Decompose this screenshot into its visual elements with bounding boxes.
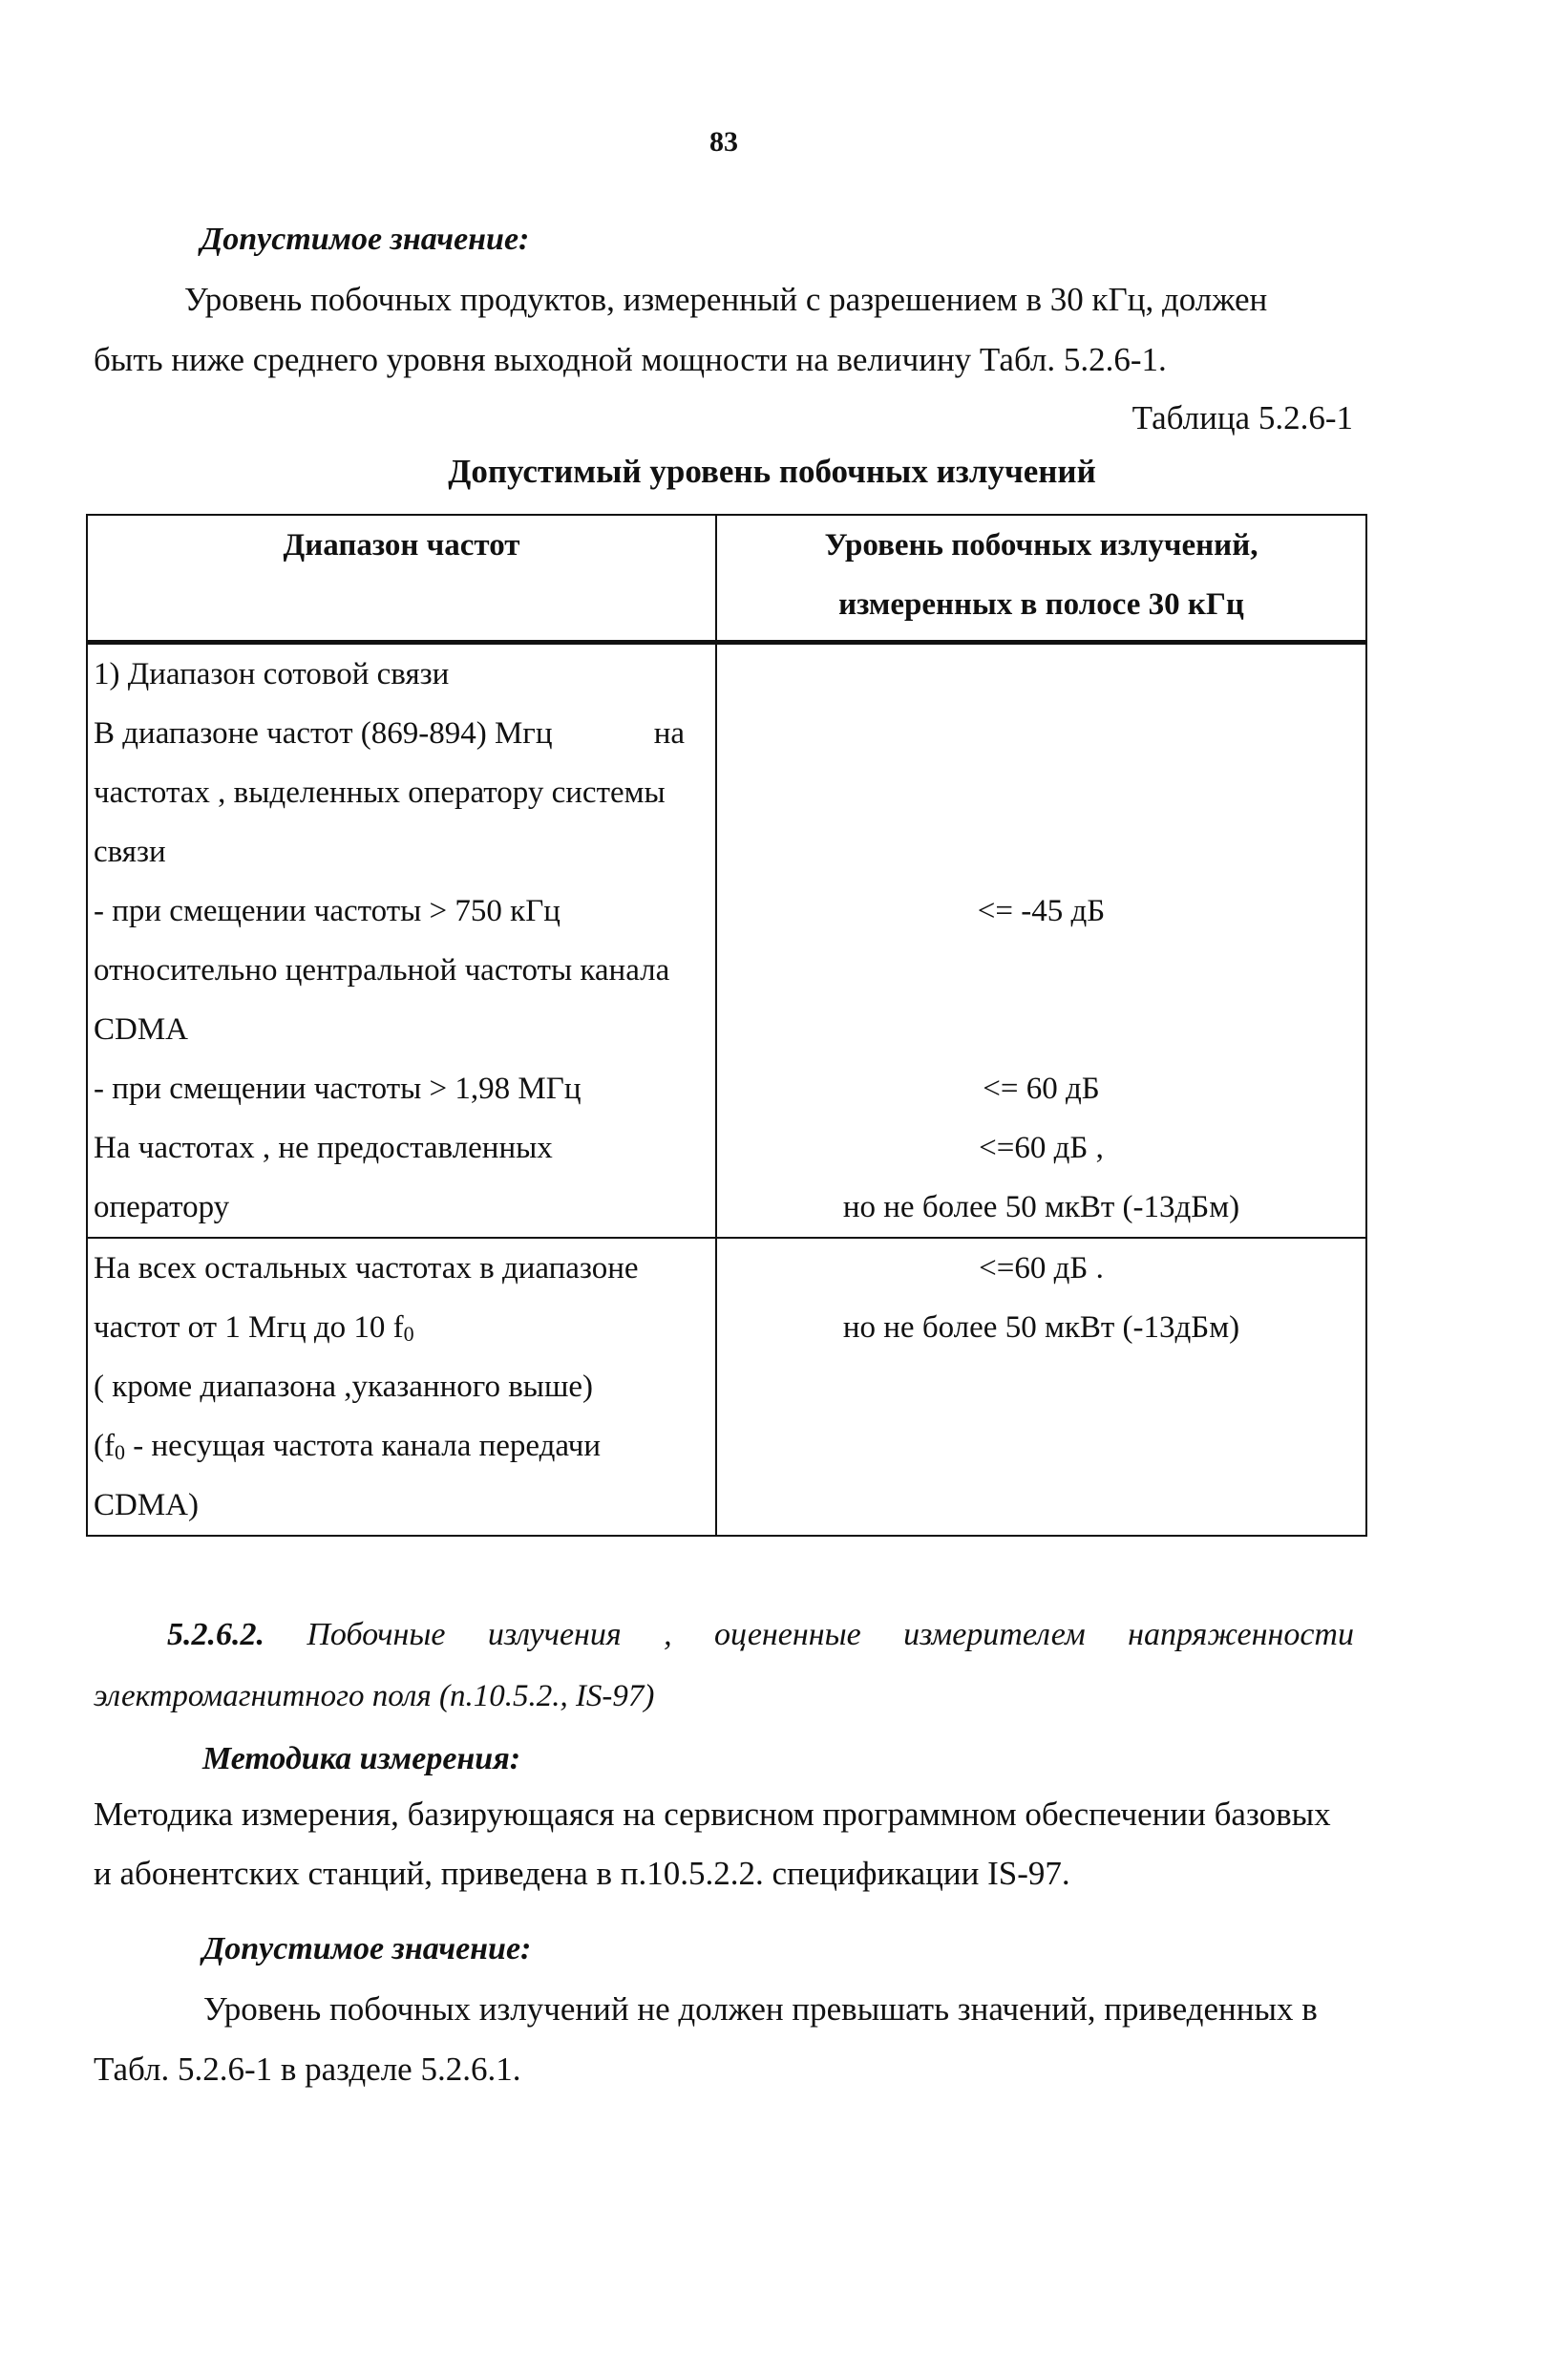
emission-value: <= -45 дБ (977, 894, 1106, 928)
emission-value: <=60 дБ , (979, 1131, 1104, 1165)
heading-word: излучения (487, 1617, 622, 1652)
cell-text-line: CDMA) (94, 1488, 200, 1522)
cell-text-line: 1) Диапазон сотовой связи (94, 657, 450, 691)
acceptable-value-heading: Допустимое значение: (202, 1931, 532, 1966)
section-heading (167, 1617, 1354, 1653)
cell-text-line (94, 1416, 709, 1476)
table-row (87, 1238, 1366, 1536)
emission-value: <=60 дБ . (979, 1251, 1104, 1286)
heading-word: напряженности (1128, 1617, 1354, 1652)
cell-text: В диапазоне частот (869-894) Мгц (94, 716, 553, 751)
emission-value: но не более 50 мкВт (-13дБм) (842, 1310, 1240, 1345)
table-header-row (87, 515, 1366, 643)
cell-text-line (94, 704, 709, 763)
cell-text-line: связи (94, 835, 166, 869)
paragraph-line: быть ниже среднего уровня выходной мощности на величину Табл. 5.2.6-1. (94, 341, 1167, 378)
table-title: Допустимый уровень побочных излучений (448, 453, 1096, 490)
cell-text-line: На всех остальных частотах в диапазоне (94, 1251, 639, 1286)
emission-level-cell (716, 1238, 1366, 1536)
frequency-range-cell (87, 1238, 716, 1536)
heading-word: оцененные (713, 1617, 861, 1652)
cell-text: частот от 1 Мгц до 10 f (94, 1310, 404, 1345)
paragraph-line: Табл. 5.2.6-1 в разделе 5.2.6.1. (94, 2051, 521, 2088)
cell-text: - несущая частота канала передачи (124, 1429, 601, 1463)
cell-text-line (94, 1298, 709, 1357)
paragraph-line: Методика измерения, базирующаяся на сервисном программном обеспечении базовых (94, 1796, 1331, 1833)
subscript: 0 (114, 1440, 125, 1464)
paragraph-line: и абонентских станций, приведена в п.10.5.2.2. спецификации IS-97. (94, 1855, 1070, 1892)
table-reference: Таблица 5.2.6-1 (1132, 399, 1353, 436)
cell-text-line: - при смещении частоты > 1,98 МГц (94, 1072, 582, 1106)
paragraph-line: Уровень побочных излучений не должен превышать значений, приведенных в (203, 1990, 1318, 2028)
frequency-range-cell (87, 643, 716, 1239)
header-text: Уровень побочных излучений, (824, 528, 1258, 563)
section-number: 5.2.6.2. (167, 1617, 264, 1652)
heading-word: , (664, 1617, 672, 1652)
acceptable-value-heading: Допустимое значение: (201, 222, 530, 257)
header-emission-level (716, 515, 1366, 643)
table-row (87, 643, 1366, 1239)
cell-text: (f (94, 1429, 115, 1463)
heading-word: Побочные (307, 1617, 446, 1652)
page-number: 83 (709, 126, 738, 158)
emission-level-cell (716, 643, 1366, 1239)
cell-text-line: На частотах , не предоставленных (94, 1131, 553, 1165)
method-heading: Методика измерения: (202, 1741, 521, 1776)
header-text: Диапазон частот (283, 528, 520, 563)
cell-text-line: частотах , выделенных оператору системы (94, 776, 666, 810)
header-text: измеренных в полосе 30 кГц (838, 587, 1244, 622)
cell-text-line: - при смещении частоты > 750 кГц (94, 894, 560, 928)
cell-text-line: относительно центральной частоты канала (94, 953, 670, 988)
cell-text-line: CDMA (94, 1012, 189, 1047)
header-frequency-range (87, 515, 716, 643)
emission-value: но не более 50 мкВт (-13дБм) (842, 1190, 1240, 1224)
paragraph-line: Уровень побочных продуктов, измеренный с разрешением в 30 кГц, должен (184, 281, 1268, 318)
cell-text-line: оператору (94, 1190, 230, 1224)
spurious-emissions-table (86, 514, 1367, 1537)
section-heading-line2: электромагнитного поля (п.10.5.2., IS-97) (94, 1679, 655, 1713)
subscript: 0 (403, 1322, 414, 1346)
cell-text: на (653, 716, 685, 751)
emission-value: <= 60 дБ (983, 1072, 1100, 1106)
cell-text-line: ( кроме диапазона ,указанного выше) (94, 1370, 593, 1404)
heading-word: измерителем (903, 1617, 1086, 1652)
